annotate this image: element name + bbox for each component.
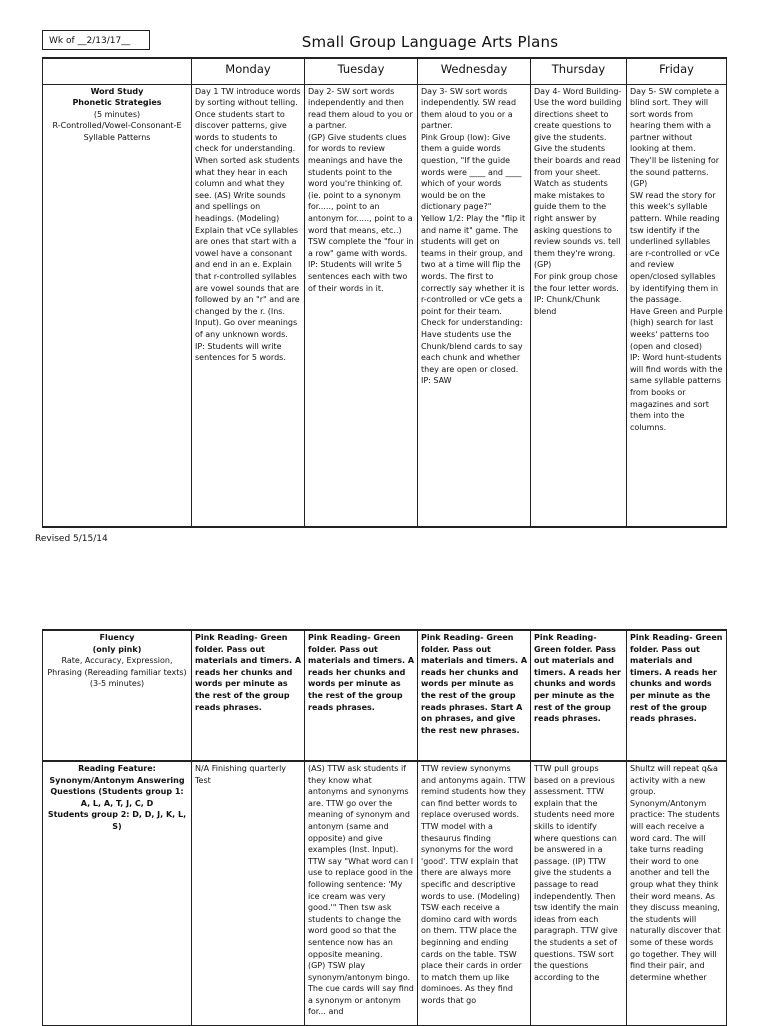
page-title: Small Group Language Arts Plans (301, 33, 559, 51)
word-study-label (43, 84, 192, 527)
revised-note: Revised 5/15/14 (35, 534, 108, 544)
day-header-monday: Monday (192, 58, 305, 84)
reading-feature-wednesday: TTW review synonyms and antonyms again. TTW remind students how they can find better words to replace overused words. TTW model with a thesaurus finding synonyms for the word 'good'. TTW explain that there are always more specific and descriptive words to use. (Modeling) TSW each receive a domino card with words on them. TTW place the beginning and ending cards on the table. TSW place their cards in order to match them up like dominoes. As they find words that go (418, 761, 531, 1025)
fluency-friday: Pink Reading- Green folder. Pass out materials and timers. A reads her chunks and words per minute as the rest of the group reads phrases. (627, 630, 727, 761)
fluency-wednesday: Pink Reading- Green folder. Pass out materials and timers. A reads her chunks and words per minute as the rest of the group reads phrases. Start A on phrases, and give the rest new phrases. (418, 630, 531, 761)
reading-feature-label (43, 761, 192, 1025)
reading-feature-thursday: TTW pull groups based on a previous assessment. TTW explain that the students need more skills to identify where questions can be answered in a passage. (IP) TTW give the students a passage to read independently. Then tsw identify the main ideas from each paragraph. TTW give the students a set of questions. TSW sort the questions according to the (531, 761, 627, 1025)
word-study-monday: Day 1 TW introduce words by sorting without telling. Once students start to discover patterns, give words to students to check for understanding. When sorted ask students what they hear in each column and what they see. (AS) Write sounds and spellings on headings. (Modeling) Explain that vCe syllables are ones that start with a vowel have a consonant and end in an e. Explain that r-controlled syllables are vowel sounds that are followed by an "r" and are changed by the r. (Ins. Input). Go over meanings of any unknown words. IP: Students will write sentences for 5 words. (192, 84, 305, 527)
word-study-wednesday: Day 3- SW sort words independently. SW read them aloud to you or a partner. Pink Group (low): Give them a guide words question, "If the guide words were ____ and ____ which of your words would be on the dictionary page?" Yellow 1/2: Play the "flip it and name it" game. The students will get on teams in their group, and two at a time will flip the words. The first to correctly say whether it is r-controlled or vCe gets a point for their team. Check for understanding: Have students use the Chunk/blend cards to say each chunk and whether they are open or closed. IP: SAW (418, 84, 531, 527)
word-study-row (43, 84, 727, 527)
corner-cell (43, 58, 192, 84)
day-header-tuesday: Tuesday (305, 58, 418, 84)
day-header-wednesday: Wednesday (418, 58, 531, 84)
word-study-subtitle: (5 minutes) R-Controlled/Vowel-Consonant-E Syllable Patterns (52, 109, 182, 142)
word-study-friday: Day 5- SW complete a blind sort. They will sort words from hearing them with a partner without looking at them. They'll be listening for the sound patterns. (GP) SW read the story for this week's syllable pattern. While reading tsw identify if the underlined syllables are r-controlled or vCe and review open/closed syllables by identifying them in the passage. Have Green and Purple (high) search for last weeks' patterns too (open and closed) IP: Word hunt-students will find words with the same syllable patterns from books or magazines and sort them into the columns. (627, 84, 727, 527)
fluency-title: Fluency (only pink) (92, 633, 142, 654)
word-study-table (42, 57, 727, 528)
reading-feature-monday: N/A Finishing quarterly Test (192, 761, 305, 1025)
fluency-thursday: Pink Reading- Green folder. Pass out materials and timers. A reads her chunks and words per minute as the rest of the group reads phrases. (531, 630, 627, 761)
fluency-row (43, 630, 727, 761)
fluency-subtitle: Rate, Accuracy, Expression, Phrasing (Rereading familiar texts) (3-5 minutes) (47, 656, 187, 689)
reading-feature-tuesday: (AS) TTW ask students if they know what antonyms and synonyms are. TTW go over the meaning of synonym and antonym (same and opposite) and give examples (Inst. Input). TTW say "What word can I use to replace good in the following sentence: 'My ice cream was very good.'" Then tsw ask students to change the word good so that the sentence now has an opposite meaning. (GP) TSW play synonym/antonym bingo. The cue cards will say find a synonym or antonym for... and (305, 761, 418, 1025)
reading-feature-row (43, 761, 727, 1025)
word-study-tuesday: Day 2- SW sort words independently and then read them aloud to you or a partner. (GP) Give students clues for words to review meanings and have the students point to the word you're thinking of. (ie. point to a synonym for....., point to an antonym for....., point to a word that means, etc..) TSW complete the "four in a row" game with words. IP: Students will write 5 sentences each with two of their words in it. (305, 84, 418, 527)
fluency-label (43, 630, 192, 761)
fluency-tuesday: Pink Reading- Green folder. Pass out materials and timers. A reads her chunks and words per minute as the rest of the group reads phrases. (305, 630, 418, 761)
word-study-thursday: Day 4- Word Building- Use the word building directions sheet to create questions to give the students. Give the students their boards and read from your sheet. Watch as students make mistakes to guide them to the right answer by asking questions to review sounds vs. tell them they're wrong. (GP) For pink group chose the four letter words. IP: Chunk/Chunk blend (531, 84, 627, 527)
reading-feature-friday: Shultz will repeat q&a activity with a new group. Synonym/Antonym practice: The students will each receive a word card. The will take turns reading their word to one another and tell the group what they think their word means. As they discuss meaning, the students will naturally discover that some of these words go together. They will find their pair, and determine whether (627, 761, 727, 1025)
reading-feature-title: Reading Feature: Synonym/Antonym Answering Questions (Students group 1: A, L, A, T, J, C, D Students group 2: D, D, J, K, L, S) (47, 764, 187, 831)
day-header-friday: Friday (627, 58, 727, 84)
day-header-row (43, 58, 727, 84)
fluency-monday: Pink Reading- Green folder. Pass out materials and timers. A reads her chunks and words per minute as the rest of the group reads phrases. (192, 630, 305, 761)
fluency-reading-table (42, 629, 727, 1026)
week-label: Wk of __2/13/17__ (42, 30, 150, 50)
word-study-title: Word Study Phonetic Strategies (72, 86, 162, 108)
day-header-thursday: Thursday (531, 58, 627, 84)
